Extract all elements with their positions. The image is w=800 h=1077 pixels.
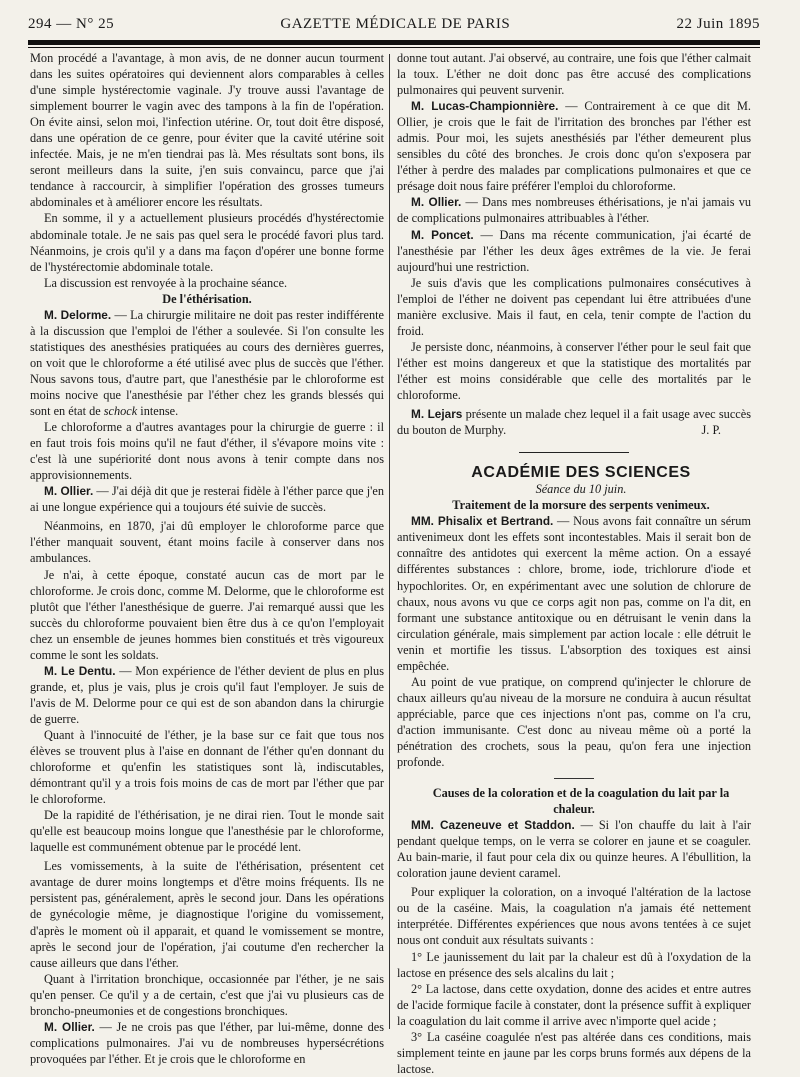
speaker-name: M. Ollier. xyxy=(44,1019,95,1034)
paragraph: M. Lucas-Championnière. — Contrairement à ce que dit M. Ollier, je crois que le fait de l'irritation des bronches par l'éther est admis. Pour moi, les sujets anesthésiés par l'éther demeurent plus sensibles du côté des bronches. Je crois donc qu'on s'exposera par l'éther à perdre des malades par complications pulmonaires et que ce présage doit nous faire préférer l'emploi du chloroforme. xyxy=(397,99,751,194)
speaker-name: MM. Cazeneuve et Staddon. xyxy=(411,818,575,833)
paragraph: Je persiste donc, néanmoins, à conserver l'éther pour le seul fait que l'éther est moins dangereux et que la statistique des mortalités par l'éther est moins considérable que celle des mortalités par le chloroforme. xyxy=(397,339,751,402)
page-number-issue: 294 — N° 25 xyxy=(28,16,115,32)
paragraph: 2° La lactose, dans cette oxydation, donne des acides et entre autres de l'acide formique facile à constater, dont la présence suffit à expliquer la coagulation du lait comme il arrive avec n'importe quel acide ; xyxy=(397,981,751,1028)
paragraph: De la rapidité de l'éthérisation, je ne dirai rien. Tout le monde sait qu'elle est beaucoup moins longue que l'anesthésie par le chloroforme, laquelle est communément obtenue par le procédé lent. xyxy=(30,808,384,855)
paragraph: M. Ollier. — J'ai déjà dit que je resterai fidèle à l'éther parce que j'en ai une longue expérience qui a toujours été suivie de succès. xyxy=(30,484,385,515)
paragraph: Mon procédé a l'avantage, à mon avis, de ne donner aucun tourment dans les suites opératoires qui deviennent alors comparables à celles d'une simple hystérectomie vaginale. J'y trouve aussi l'avantage de simplement bourrer le vagin avec des tampons à la fin de l'opération. On évite ainsi, selon moi, l'infection utérine. Or, tout doit être disposé, dans une opération de ce genre, pour éviter que la cavité utérine soit infectée. Mais, je ne m'en tiendrai pas là. Mes résultats sont bons, ils seront meilleurs dans la suite, j'en suis convaincu, parce que j'ai tendance à raccourcir, à simplifier l'opération des grosses tumeurs abdominales et à améliorer encore les résultats. xyxy=(30,51,384,210)
paragraph: Pour expliquer la coloration, on a invoqué l'altération de la lactose ou de la caséine. Mais, la coagulation n'a jamais été nettement interprétée. Différentes expériences que nous avons tentées à ce sujet nous ont conduit aux résultats suivants : xyxy=(397,885,751,948)
academy-heading: ACADÉMIE DES SCIENCES xyxy=(471,464,691,482)
speaker-name: M. Ollier. xyxy=(44,484,94,499)
article-divider xyxy=(554,778,594,779)
paragraph: donne tout autant. J'ai observé, au contraire, une fois que l'éther calmait la toux. L'éther ne doit donc pas être accusé des complications pulmonaires qui peuvent survenir. xyxy=(397,51,751,98)
paragraph: M. Ollier. — Je ne crois pas que l'éther, par lui-même, donne des complications pulmonaires. J'ai vu de nombreuses hypersécrétions provoquées par l'éther. Et je crois que le chloroforme en xyxy=(30,1019,384,1066)
paragraph: MM. Phisalix et Bertrand. — Nous avons fait connaître un sérum antivenimeux dont les effets sont incontestables. Mais il serait bon de connaître des antidotes qui exercent la même action. On a essayé différentes substances : chlore, brome, iode, trichlorure d'iode et hypochlorites. Or, en expérimentant avec une solution de chlorure de chaux, nous avons vu que ce corps agit non pas, comme on l'a dit, en formant une substance antitoxique ou en détruisant le venin dans la circulation générale, mais simplement par action locale : elle détruit le venin et mortifie les tissus. L'absorption des toxiques est ainsi empêchée. xyxy=(397,514,751,673)
paragraph: M. Poncet. — Dans ma récente communication, j'ai écarté de l'anesthésie par l'éther les deux âges extrêmes de la vie. Je ferai aujourd'hui une restriction. xyxy=(397,227,752,274)
header-rule-thin xyxy=(28,47,760,48)
running-header xyxy=(28,16,760,38)
paragraph: Au point de vue pratique, on comprend qu'injecter le chlorure de chaux ailleurs qu'au niveau de la morsure ne conduira à aucun résultat appréciable, parce que ces injections n'ont pas, comme on l'a cru, d'action immunisante. C'est donc au niveau même où a porté la pénétration des crochets, sous la peau, qu'on fera une injection profonde. xyxy=(397,674,751,770)
signature: J. P. xyxy=(701,423,721,438)
paragraph: Néanmoins, en 1870, j'ai dû employer le chloroforme parce que l'éther manquait souvent, étant moins facile à conserver dans nos ambulances. xyxy=(30,519,384,566)
paragraph: Le chloroforme a d'autres avantages pour la chirurgie de guerre : il en faut trois fois moins qu'il ne faut d'éther, il s'évapore moins vite : c'est là une supériorité dont nous avons à tenir compte dans nos approvisionnements. xyxy=(30,420,384,483)
column-divider xyxy=(389,54,390,1029)
section-title: De l'éthérisation. xyxy=(162,291,252,306)
speaker-name: M. Ollier. xyxy=(411,195,462,210)
paragraph: Je n'ai, à cette époque, constaté aucun cas de mort par le chloroforme. Je crois donc, comme M. Delorme, que le chloroforme est plutôt que l'éther l'anesthésique de guerre. J'ai remarqué aussi que les succès du chloroforme pouvaient bien être dus à ce qu'on l'employait chez un ensemble de jeunes hommes bien constitués et très vigoureux comme le sont les soldats. xyxy=(30,567,384,662)
paragraph: M. Lejars présente un malade chez lequel il a fait usage avec succès du bouton de Murphy. xyxy=(397,407,751,438)
right-column xyxy=(397,50,751,1077)
paragraph: M. Delorme. — La chirurgie militaire ne doit pas rester indifférente à la discussion que l'emploi de l'éther a soulevée. Si l'on consulte les statistiques des anesthésies pratiquées au cours des dernières guerres, on voit que le chloroforme a été utilisé avec plus de succès que l'éther. Nous savons tous, d'autre part, que l'anesthésie par le chloroforme est moins nocive que l'anesthésie par l'éther chez les grands blessés qui sont en état de schock intense. xyxy=(30,307,384,419)
section-divider xyxy=(519,452,629,453)
speaker-name: M. Lejars xyxy=(411,407,463,422)
speaker-name: M. Poncet. xyxy=(411,227,474,242)
journal-title: GAZETTE MÉDICALE DE PARIS xyxy=(280,16,511,32)
paragraph: La discussion est renvoyée à la prochaine séance. xyxy=(44,275,288,290)
article-title: Traitement de la morsure des serpents venimeux. xyxy=(452,498,710,513)
left-column xyxy=(30,50,384,1067)
paragraph: Je suis d'avis que les complications pulmonaires consécutives à l'emploi de l'éther ne doivent pas cependant lui être attribuées d'une manière exclusive. Mais il faut, en cela, tenir compte de l'action du froid. xyxy=(397,275,751,338)
speaker-name: M. Le Dentu. xyxy=(44,663,116,678)
speaker-name: M. Delorme. xyxy=(44,307,112,322)
paragraph: Les vomissements, à la suite de l'éthérisation, présentent cet avantage de durer moins longtemps et d'être moins fréquents. Ils ne persistent pas, généralement, après le second jour. Dans les opérations de gynécologie même, je diagnostique l'origine du vomissement, d'après le moment où il apparait, et quand le vomissement se montre, après le second jour de l'opération, j'ai coutume d'en rechercher la cause ailleurs que dans l'éther. xyxy=(30,859,384,970)
paragraph: 1° Le jaunissement du lait par la chaleur est dû à l'oxydation de la lactose en présence des sels alcalins du lait ; xyxy=(397,949,751,980)
paragraph: 3° La caséine coagulée n'est pas altérée dans ces conditions, mais simplement teinte en jaune par les corps bruns formés aux dépens de la lactose. xyxy=(397,1029,751,1076)
paragraph: En somme, il y a actuellement plusieurs procédés d'hystérectomie abdominale totale. Je ne sais pas quel sera le procédé favori plus tard. Néanmoins, je crois qu'il y a dans ma façon d'opérer une bonne forme de l'hystérectomie abdominale totale. xyxy=(30,211,384,274)
paragraph: M. Le Dentu. — Mon expérience de l'éther devient de plus en plus grande, et, plus je vais, plus je crois qu'il faut l'employer. Je suis de l'avis de M. Delorme pour ce qui est de son abandon dans la chirurgie de guerre. xyxy=(30,663,384,726)
paragraph: Quant à l'irritation bronchique, occasionnée par l'éther, je ne sais qu'en penser. Ce qu'il y a de certain, c'est que j'ai vu plusieurs cas de broncho-pneumonies et de congestions bronchiques. xyxy=(30,971,384,1018)
issue-date: 22 Juin 1895 xyxy=(676,16,760,32)
paragraph: Quant à l'innocuité de l'éther, je la base sur ce fait que tous nos élèves se trouvent plus à l'aise en donnant de l'éther qu'en donnant du chloroforme et qu'enfin les statistiques sont là, indiscutables, démontrant qu'il y a trois fois moins de cas de mort par l'éther que par le chloroforme. xyxy=(30,727,384,807)
article-title: Causes de la coloration et de la coagulation du lait par la chaleur. xyxy=(432,786,730,817)
header-rule-thick xyxy=(28,40,760,45)
speaker-name: MM. Phisalix et Bertrand. xyxy=(411,514,554,529)
paragraph: M. Ollier. — Dans mes nombreuses éthérisations, je n'ai jamais vu de complications pulmonaires attribuables à l'éther. xyxy=(397,195,751,226)
paragraph: MM. Cazeneuve et Staddon. — Si l'on chauffe du lait à l'air pendant quelque temps, on le verra se colorer en jaune et se coaguler. Au bain-marie, il faut pour cela dix ou quinze heures. A l'ébullition, la coloration jaune devient caramel. xyxy=(397,818,751,881)
speaker-name: M. Lucas-Championnière. xyxy=(411,99,559,114)
session-date: Séance du 10 juin. xyxy=(535,482,627,497)
